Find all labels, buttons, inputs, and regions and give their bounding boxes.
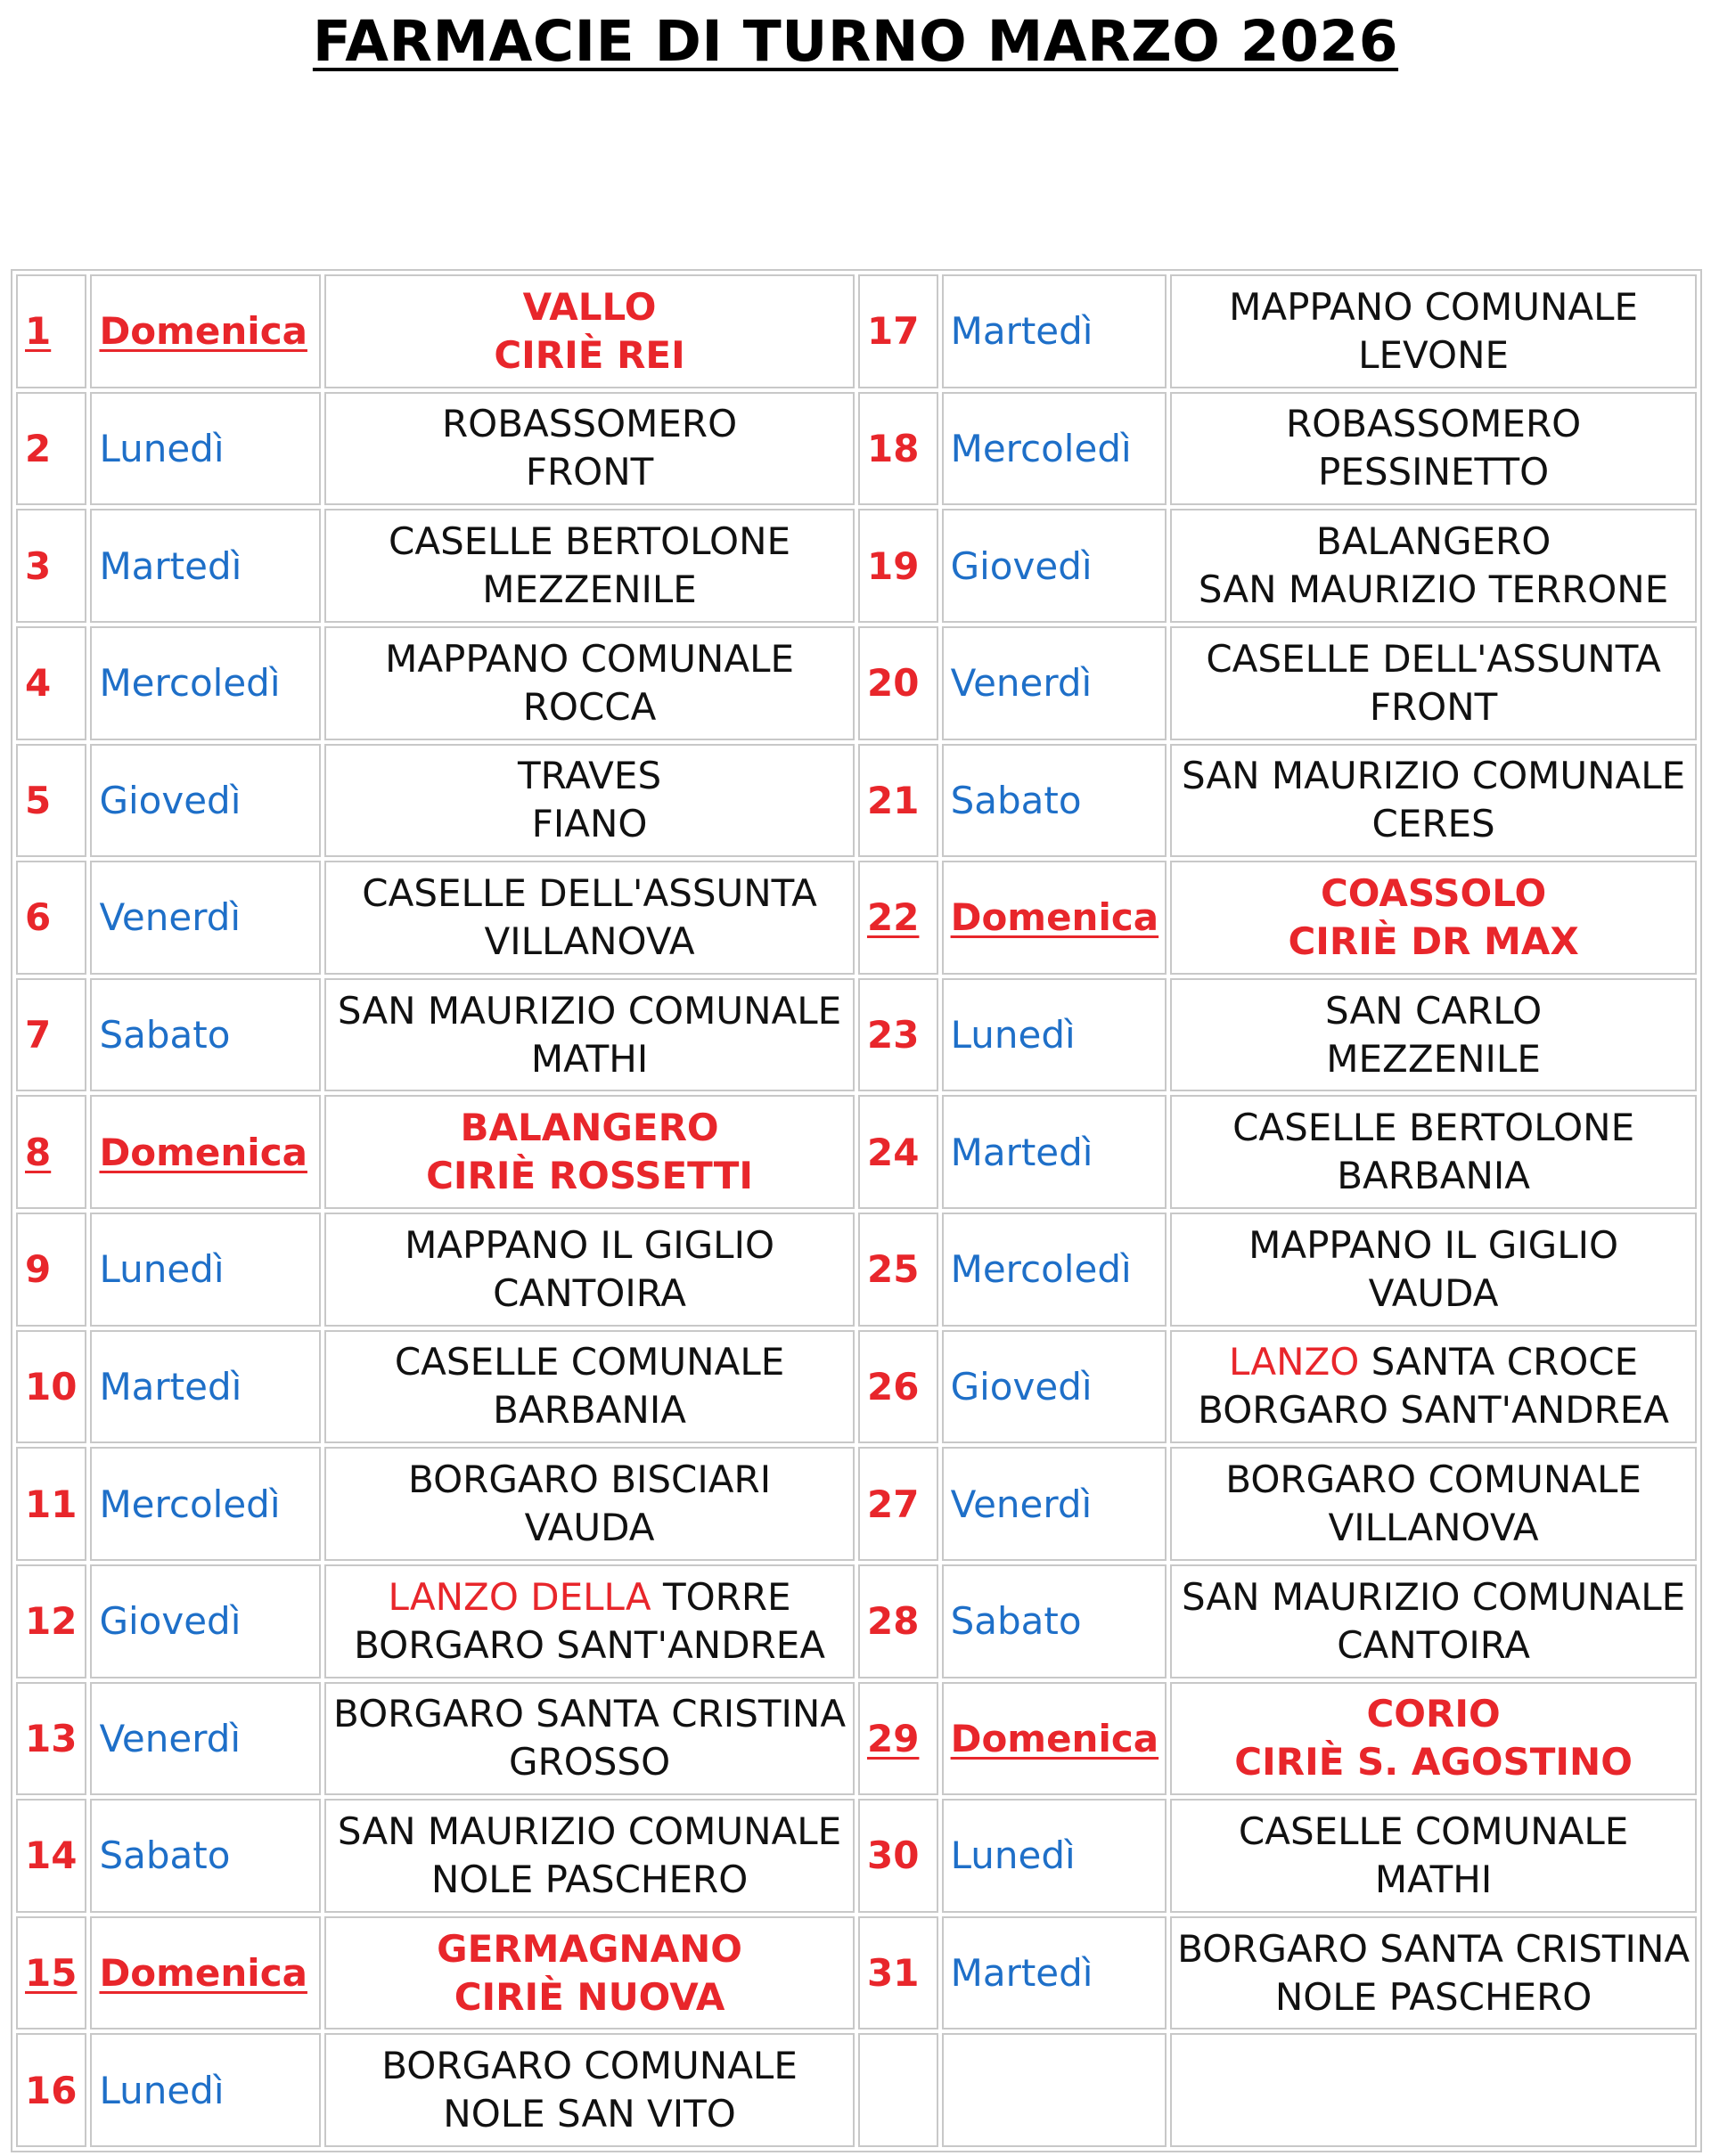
pharmacy-line-1-text: BORGARO SANTA CRISTINA xyxy=(333,1692,847,1736)
pharmacy-line-2: VILLANOVA xyxy=(1328,1506,1539,1550)
pharmacy-line-2: CERES xyxy=(1371,802,1495,846)
pharmacies-on-duty xyxy=(1170,1682,1697,1796)
pharmacies-on-duty xyxy=(1170,978,1697,1092)
pharmacies-on-duty xyxy=(324,744,855,858)
pharmacy-line-1-text: SAN MAURIZIO COMUNALE xyxy=(1181,1574,1686,1619)
table-row xyxy=(16,861,1697,975)
weekday-text: Giovedì xyxy=(99,1599,242,1644)
pharmacy-line-1 xyxy=(1172,752,1695,800)
weekday-text: Sabato xyxy=(950,1599,1082,1644)
pharmacy-line-1 xyxy=(1172,870,1695,918)
day-number-text: 16 xyxy=(25,2068,78,2112)
weekday-text: Venerdì xyxy=(99,1716,242,1760)
day-number xyxy=(16,1213,86,1327)
weekday xyxy=(90,1799,321,1913)
day-number-text: 6 xyxy=(25,895,52,940)
pharmacies-on-duty xyxy=(324,626,855,740)
pharmacy-line-2: FIANO xyxy=(531,802,648,846)
pharmacy-line-1-text: MAPPANO COMUNALE xyxy=(1229,284,1639,329)
weekday-text: Domenica xyxy=(99,309,307,354)
pharmacies-on-duty xyxy=(324,274,855,388)
day-number xyxy=(16,1447,86,1561)
weekday xyxy=(90,978,321,1092)
day-number xyxy=(858,626,938,740)
weekday xyxy=(90,1213,321,1327)
day-number xyxy=(858,1916,938,2030)
pharmacy-line-2: CANTOIRA xyxy=(1337,1622,1530,1667)
pharmacy-line-1 xyxy=(326,752,853,800)
weekday xyxy=(942,1447,1167,1561)
day-number-text: 12 xyxy=(25,1599,78,1644)
day-number-text: 13 xyxy=(25,1716,78,1760)
table-row xyxy=(16,1213,1697,1327)
weekday xyxy=(942,1095,1167,1209)
weekday xyxy=(942,1916,1167,2030)
pharmacy-line-2: VILLANOVA xyxy=(484,919,695,963)
pharmacies-on-duty xyxy=(324,1799,855,1913)
weekday-text: Mercoledì xyxy=(99,1482,281,1526)
pharmacy-line-1 xyxy=(1172,987,1695,1035)
table-row xyxy=(16,1682,1697,1796)
table-row xyxy=(16,274,1697,388)
pharmacy-line-2: BORGARO SANT'ANDREA xyxy=(1198,1388,1670,1433)
pharmacy-line-1-text: GERMAGNANO xyxy=(437,1926,742,1971)
pharmacy-line-2: VAUDA xyxy=(1368,1270,1499,1315)
weekday xyxy=(942,1682,1167,1796)
pharmacy-line-1-text: SAN MAURIZIO COMUNALE xyxy=(337,1809,842,1853)
day-number-text: 24 xyxy=(866,1130,920,1174)
day-number xyxy=(858,1213,938,1327)
pharmacy-line-1 xyxy=(326,1338,853,1386)
day-number-text: 27 xyxy=(866,1482,920,1526)
pharmacy-line-2: MEZZENILE xyxy=(482,568,697,612)
weekday-text: Sabato xyxy=(99,1013,231,1058)
day-number xyxy=(16,978,86,1092)
pharmacy-line-1-text: CASELLE DELL'ASSUNTA xyxy=(1206,636,1661,681)
pharmacy-line-1-text: ROBASSOMERO xyxy=(441,402,738,446)
day-number xyxy=(858,1564,938,1678)
day-number xyxy=(16,626,86,740)
pharmacy-line-2: MEZZENILE xyxy=(1326,1036,1541,1081)
day-number-text: 3 xyxy=(25,543,52,588)
pharmacy-line-1-highlight: LANZO DELLA xyxy=(388,1574,651,1619)
pharmacies-on-duty xyxy=(324,1564,855,1678)
weekday xyxy=(942,1564,1167,1678)
pharmacy-line-1-text: MAPPANO IL GIGLIO xyxy=(1248,1222,1619,1267)
pharmacy-line-1-text: CASELLE COMUNALE xyxy=(1238,1809,1629,1853)
weekday-text: Lunedì xyxy=(950,1833,1076,1878)
weekday-text: Martedì xyxy=(99,543,242,588)
weekday xyxy=(942,978,1167,1092)
pharmacy-line-2: CIRIÈ S. AGOSTINO xyxy=(1234,1740,1633,1784)
weekday-text: Mercoledì xyxy=(950,426,1132,470)
pharmacies-on-duty xyxy=(324,1682,855,1796)
day-number xyxy=(16,1799,86,1913)
day-number xyxy=(16,392,86,506)
day-number-text: 22 xyxy=(866,895,920,940)
day-number xyxy=(858,1799,938,1913)
day-number-text: 19 xyxy=(866,543,920,588)
weekday-text: Martedì xyxy=(950,1130,1093,1174)
weekday xyxy=(90,626,321,740)
day-number-text: 31 xyxy=(866,1951,920,1996)
pharmacy-line-2: CIRIÈ ROSSETTI xyxy=(426,1154,754,1198)
weekday-text: Giovedì xyxy=(99,778,242,822)
weekday xyxy=(90,2033,321,2147)
day-number xyxy=(858,1682,938,1796)
weekday-text: Domenica xyxy=(99,1130,307,1174)
pharmacies-on-duty xyxy=(1170,1330,1697,1444)
day-number-text: 15 xyxy=(25,1951,78,1996)
day-number-text: 5 xyxy=(25,778,52,822)
pharmacies-on-duty xyxy=(324,509,855,623)
day-number xyxy=(858,978,938,1092)
pharmacy-line-1-text: TRAVES xyxy=(518,754,662,798)
pharmacy-line-1 xyxy=(1172,283,1695,331)
weekday-text: Lunedì xyxy=(950,1013,1076,1058)
pharmacy-line-2: SAN MAURIZIO TERRONE xyxy=(1198,568,1669,612)
pharmacies-on-duty xyxy=(1170,861,1697,975)
weekday xyxy=(90,1916,321,2030)
pharmacy-line-1 xyxy=(326,1104,853,1152)
pharmacy-line-2: NOLE PASCHERO xyxy=(430,1857,749,1901)
pharmacy-line-1-text: COASSOLO xyxy=(1320,870,1547,915)
pharmacy-line-1 xyxy=(1172,518,1695,566)
day-number-text: 1 xyxy=(25,309,52,354)
pharmacy-line-2: NOLE PASCHERO xyxy=(1274,1974,1592,2019)
weekday-text: Martedì xyxy=(950,309,1093,354)
empty-cell xyxy=(1170,2033,1697,2147)
table-row xyxy=(16,744,1697,858)
weekday xyxy=(90,509,321,623)
pharmacy-schedule-table xyxy=(11,269,1702,2152)
pharmacies-on-duty xyxy=(324,1916,855,2030)
pharmacies-on-duty xyxy=(1170,1095,1697,1209)
pharmacy-line-1-text: MAPPANO IL GIGLIO xyxy=(405,1222,775,1267)
day-number xyxy=(858,861,938,975)
pharmacies-on-duty xyxy=(1170,626,1697,740)
pharmacy-line-2: CIRIÈ DR MAX xyxy=(1288,919,1579,963)
table-row xyxy=(16,1916,1697,2030)
weekday xyxy=(942,744,1167,858)
day-number-text: 23 xyxy=(866,1013,920,1058)
pharmacies-on-duty xyxy=(324,861,855,975)
weekday-text: Sabato xyxy=(99,1833,231,1878)
pharmacy-line-1 xyxy=(326,2042,853,2090)
day-number-text: 14 xyxy=(25,1833,78,1878)
day-number-text: 11 xyxy=(25,1482,78,1526)
pharmacy-line-1 xyxy=(1172,1573,1695,1621)
day-number xyxy=(858,1330,938,1444)
day-number-text: 20 xyxy=(866,661,920,706)
pharmacy-line-2: FRONT xyxy=(525,450,654,494)
pharmacy-line-1-text: BALANGERO xyxy=(1315,519,1551,564)
weekday xyxy=(90,744,321,858)
pharmacies-on-duty xyxy=(1170,1799,1697,1913)
pharmacy-line-1-text: SAN CARLO xyxy=(1325,988,1543,1033)
weekday xyxy=(90,861,321,975)
empty-cell xyxy=(942,2033,1167,2147)
pharmacy-line-1-text: CORIO xyxy=(1366,1692,1501,1736)
weekday-text: Domenica xyxy=(950,1716,1159,1760)
day-number xyxy=(16,1095,86,1209)
table-row xyxy=(16,1095,1697,1209)
pharmacies-on-duty xyxy=(1170,1564,1697,1678)
pharmacies-on-duty xyxy=(324,1447,855,1561)
pharmacies-on-duty xyxy=(324,1330,855,1444)
weekday xyxy=(90,1564,321,1678)
weekday-text: Domenica xyxy=(950,895,1159,940)
weekday xyxy=(942,1330,1167,1444)
day-number xyxy=(858,1095,938,1209)
weekday-text: Venerdì xyxy=(950,661,1093,706)
weekday xyxy=(942,392,1167,506)
weekday xyxy=(90,1447,321,1561)
pharmacies-on-duty xyxy=(1170,509,1697,623)
day-number-text: 7 xyxy=(25,1013,52,1058)
pharmacy-line-1-text: BORGARO COMUNALE xyxy=(1225,1458,1641,1502)
day-number xyxy=(16,861,86,975)
pharmacy-line-1 xyxy=(1172,1104,1695,1152)
pharmacy-line-2: BORGARO SANT'ANDREA xyxy=(354,1622,826,1667)
day-number xyxy=(858,1447,938,1561)
day-number xyxy=(858,392,938,506)
day-number-text: 28 xyxy=(866,1599,920,1644)
pharmacy-line-1-text: SAN MAURIZIO COMUNALE xyxy=(1181,754,1686,798)
pharmacy-line-1 xyxy=(1172,1808,1695,1856)
pharmacy-line-1 xyxy=(326,283,853,331)
pharmacy-line-2: BARBANIA xyxy=(493,1388,686,1433)
pharmacy-line-2: PESSINETTO xyxy=(1318,450,1550,494)
weekday-text: Mercoledì xyxy=(99,661,281,706)
weekday xyxy=(90,1682,321,1796)
weekday-text: Venerdì xyxy=(950,1482,1093,1526)
weekday-text: Domenica xyxy=(99,1951,307,1996)
pharmacy-line-1-text: CASELLE COMUNALE xyxy=(394,1340,785,1384)
pharmacies-on-duty xyxy=(1170,392,1697,506)
pharmacies-on-duty xyxy=(324,1095,855,1209)
pharmacy-line-2: CIRIÈ REI xyxy=(494,332,685,377)
day-number xyxy=(16,1682,86,1796)
day-number xyxy=(16,2033,86,2147)
table-row xyxy=(16,509,1697,623)
weekday xyxy=(942,861,1167,975)
weekday-text: Sabato xyxy=(950,778,1082,822)
table-row xyxy=(16,392,1697,506)
pharmacy-line-1 xyxy=(1172,1221,1695,1270)
day-number xyxy=(858,509,938,623)
pharmacy-line-1-text: CASELLE DELL'ASSUNTA xyxy=(362,870,817,915)
weekday-text: Martedì xyxy=(99,1364,242,1409)
pharmacies-on-duty xyxy=(1170,1447,1697,1561)
day-number-text: 25 xyxy=(866,1247,920,1292)
pharmacy-line-1-text: SANTA CROCE xyxy=(1359,1340,1639,1384)
weekday-text: Lunedì xyxy=(99,2068,225,2112)
pharmacy-line-1 xyxy=(326,1573,853,1621)
pharmacies-on-duty xyxy=(324,2033,855,2147)
table-row xyxy=(16,1564,1697,1678)
weekday-text: Lunedì xyxy=(99,426,225,470)
day-number xyxy=(16,1330,86,1444)
pharmacy-line-2: BARBANIA xyxy=(1337,1154,1530,1198)
pharmacy-line-1-text: CASELLE BERTOLONE xyxy=(389,519,791,564)
pharmacy-line-1 xyxy=(326,635,853,683)
pharmacy-line-1-highlight: LANZO xyxy=(1228,1340,1360,1384)
day-number xyxy=(858,744,938,858)
pharmacy-line-2: ROCCA xyxy=(522,684,657,729)
empty-cell xyxy=(858,2033,938,2147)
pharmacy-line-2: FRONT xyxy=(1369,684,1498,729)
pharmacy-line-2: GROSSO xyxy=(508,1740,671,1784)
day-number xyxy=(16,744,86,858)
weekday-text: Lunedì xyxy=(99,1247,225,1292)
pharmacy-line-1-text: SAN MAURIZIO COMUNALE xyxy=(337,988,842,1033)
pharmacy-line-1 xyxy=(326,1456,853,1504)
day-number-text: 17 xyxy=(866,309,920,354)
pharmacy-line-1 xyxy=(1172,1338,1695,1386)
weekday xyxy=(90,274,321,388)
day-number xyxy=(16,1564,86,1678)
day-number xyxy=(16,509,86,623)
table-row xyxy=(16,2033,1697,2147)
weekday xyxy=(90,1330,321,1444)
pharmacy-line-1-text: BORGARO SANTA CRISTINA xyxy=(1177,1926,1691,1971)
table-row xyxy=(16,626,1697,740)
day-number xyxy=(858,274,938,388)
pharmacy-line-1-text: MAPPANO COMUNALE xyxy=(385,636,795,681)
pharmacies-on-duty xyxy=(1170,1213,1697,1327)
weekday xyxy=(90,1095,321,1209)
pharmacy-line-2: CIRIÈ NUOVA xyxy=(454,1974,725,2019)
pharmacy-line-1 xyxy=(326,870,853,918)
day-number-text: 18 xyxy=(866,426,920,470)
table-row xyxy=(16,978,1697,1092)
weekday xyxy=(942,1213,1167,1327)
pharmacy-line-1-text: VALLO xyxy=(522,284,657,329)
pharmacy-line-1-text: ROBASSOMERO xyxy=(1286,402,1582,446)
table-row xyxy=(16,1447,1697,1561)
pharmacy-line-1 xyxy=(1172,1456,1695,1504)
day-number-text: 8 xyxy=(25,1130,52,1174)
day-number xyxy=(16,1916,86,2030)
pharmacies-on-duty xyxy=(1170,1916,1697,2030)
pharmacy-line-2: VAUDA xyxy=(524,1506,655,1550)
pharmacies-on-duty xyxy=(324,392,855,506)
pharmacy-line-1 xyxy=(326,400,853,448)
pharmacy-line-1 xyxy=(1172,1690,1695,1738)
weekday xyxy=(942,1799,1167,1913)
pharmacy-line-2: LEVONE xyxy=(1358,332,1510,377)
table-row xyxy=(16,1330,1697,1444)
page-title: FARMACIE DI TURNO MARZO 2026 xyxy=(312,9,1399,74)
pharmacies-on-duty xyxy=(324,1213,855,1327)
day-number-text: 26 xyxy=(866,1364,920,1409)
pharmacies-on-duty xyxy=(324,978,855,1092)
day-number xyxy=(16,274,86,388)
weekday xyxy=(942,274,1167,388)
table-row xyxy=(16,1799,1697,1913)
weekday xyxy=(90,392,321,506)
pharmacy-line-1-text: BORGARO BISCIARI xyxy=(408,1458,772,1502)
weekday-text: Venerdì xyxy=(99,895,242,940)
pharmacy-line-2: CANTOIRA xyxy=(493,1270,686,1315)
day-number-text: 4 xyxy=(25,661,52,706)
weekday xyxy=(942,626,1167,740)
weekday-text: Giovedì xyxy=(950,1364,1093,1409)
pharmacy-line-2: MATHI xyxy=(1374,1857,1493,1901)
weekday-text: Mercoledì xyxy=(950,1247,1132,1292)
pharmacy-line-1 xyxy=(1172,1925,1695,1973)
pharmacy-line-1 xyxy=(326,1808,853,1856)
pharmacy-line-1-text: BORGARO COMUNALE xyxy=(381,2044,798,2088)
pharmacy-line-1 xyxy=(326,1925,853,1973)
day-number-text: 2 xyxy=(25,426,52,470)
pharmacy-line-1-text: TORRE xyxy=(651,1574,791,1619)
day-number-text: 30 xyxy=(866,1833,920,1878)
pharmacy-line-1 xyxy=(326,987,853,1035)
day-number-text: 29 xyxy=(866,1716,920,1760)
pharmacies-on-duty xyxy=(1170,744,1697,858)
pharmacy-line-1 xyxy=(326,1690,853,1738)
pharmacy-line-2: MATHI xyxy=(530,1036,649,1081)
pharmacy-line-1-text: BALANGERO xyxy=(460,1106,719,1150)
day-number-text: 9 xyxy=(25,1247,52,1292)
pharmacy-line-1 xyxy=(326,518,853,566)
weekday-text: Martedì xyxy=(950,1951,1093,1996)
weekday-text: Giovedì xyxy=(950,543,1093,588)
pharmacy-line-1-text: CASELLE BERTOLONE xyxy=(1232,1106,1635,1150)
pharmacy-line-1 xyxy=(1172,635,1695,683)
pharmacy-line-2: NOLE SAN VITO xyxy=(443,2092,736,2136)
weekday xyxy=(942,509,1167,623)
pharmacy-line-1 xyxy=(326,1221,853,1270)
day-number-text: 21 xyxy=(866,778,920,822)
pharmacy-line-1 xyxy=(1172,400,1695,448)
pharmacies-on-duty xyxy=(1170,274,1697,388)
day-number-text: 10 xyxy=(25,1364,78,1409)
